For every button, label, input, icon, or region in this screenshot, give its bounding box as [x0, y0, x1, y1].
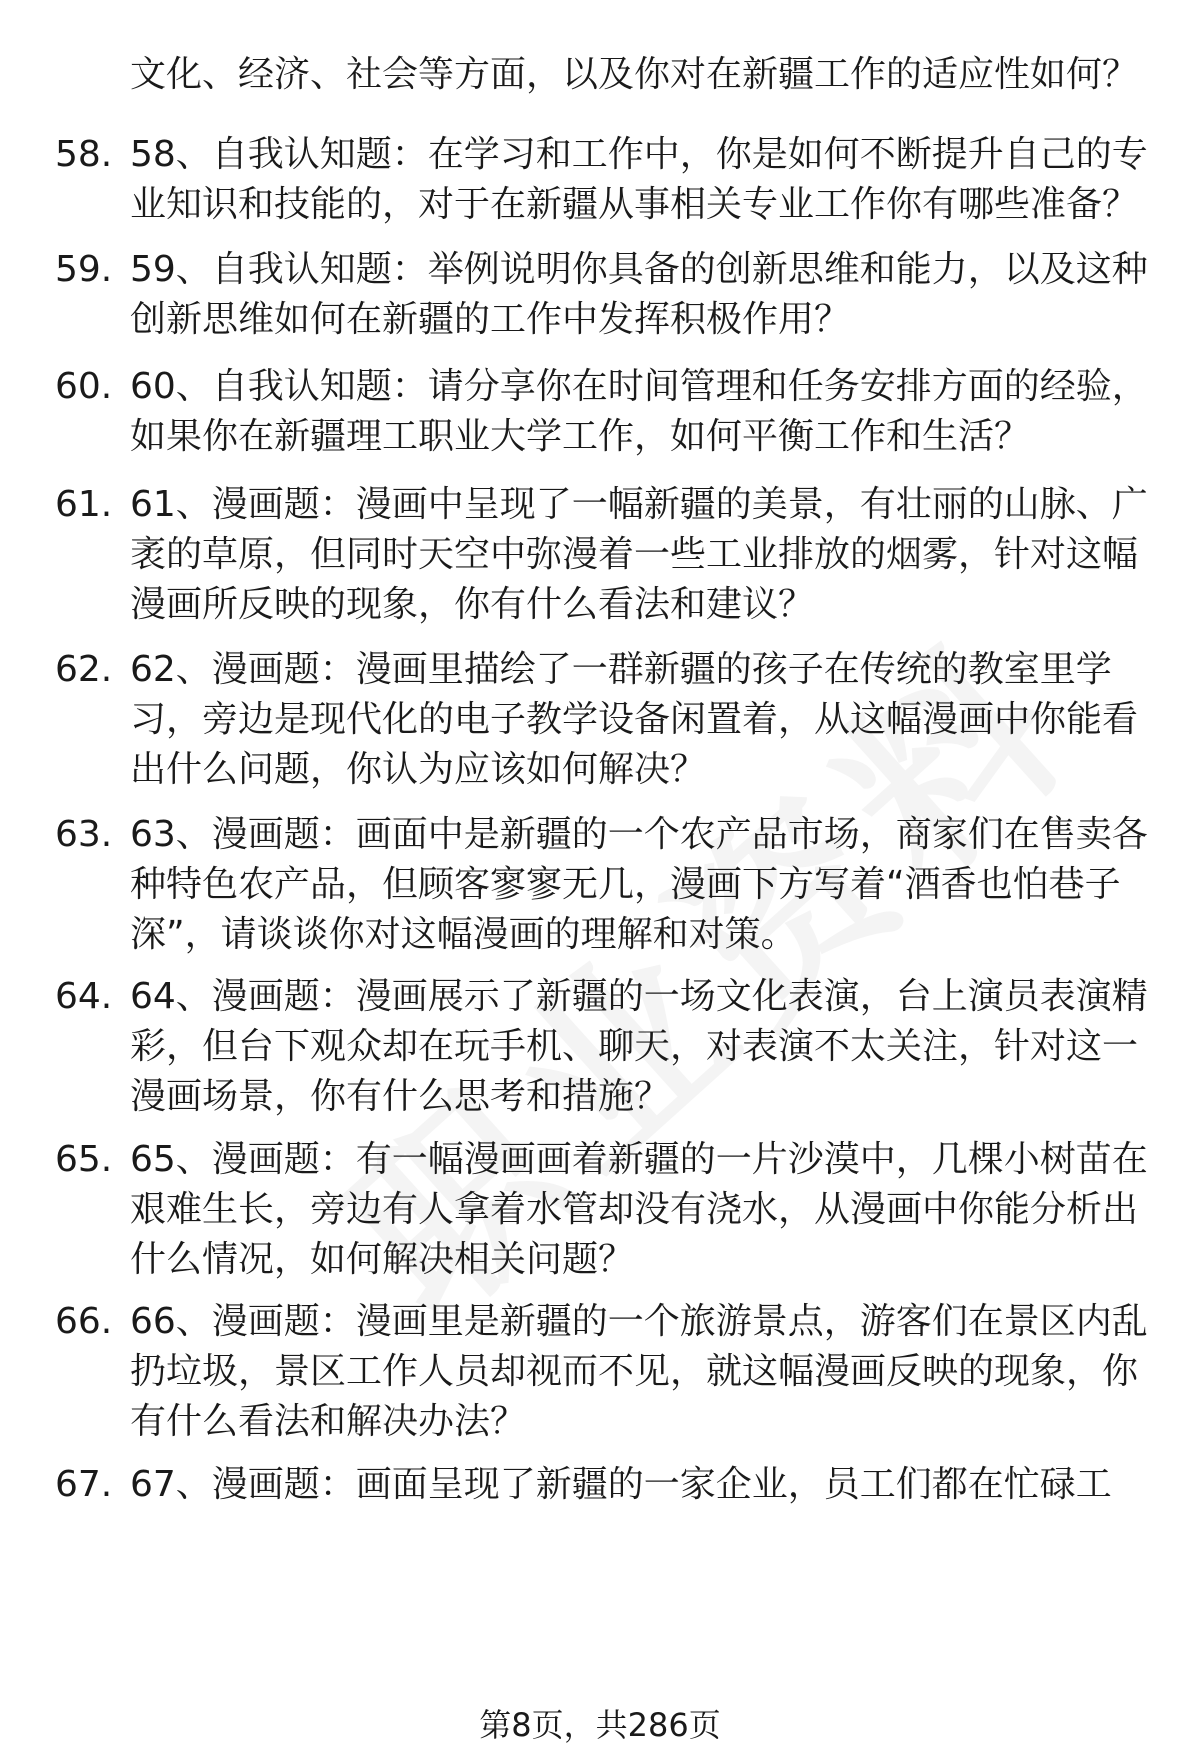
question-line: 种特色农产品，但顾客寥寥无几，漫画下方写着“酒香也怕巷子	[130, 864, 1121, 905]
question-line: 袤的草原，但同时天空中弥漫着一些工业排放的烟雾，针对这幅	[130, 534, 1139, 575]
question-line: 59、自我认知题：举例说明你具备的创新思维和能力，以及这种	[130, 249, 1148, 290]
question-line: 62、漫画题：漫画里描绘了一群新疆的孩子在传统的教室里学	[130, 649, 1112, 690]
question-line: 创新思维如何在新疆的工作中发挥积极作用？	[130, 299, 851, 340]
page-footer: 第8页，共286页	[479, 1706, 721, 1744]
question-line: 习，旁边是现代化的电子教学设备闲置着，从这幅漫画中你能看	[130, 699, 1139, 740]
question-number: 63.	[55, 814, 113, 855]
question-line: 67、漫画题：画面呈现了新疆的一家企业，员工们都在忙碌工	[130, 1464, 1112, 1505]
question-line: 58、自我认知题：在学习和工作中，你是如何不断提升自己的专	[130, 134, 1148, 175]
question-line: 扔垃圾，景区工作人员却视而不见，就这幅漫画反映的现象，你	[130, 1351, 1139, 1392]
question-line: 漫画所反映的现象，你有什么看法和建议？	[130, 584, 815, 625]
question-number: 60.	[55, 366, 113, 407]
question-line: 什么情况，如何解决相关问题？	[130, 1239, 635, 1280]
question-number: 66.	[55, 1301, 113, 1342]
question-line: 如果你在新疆理工职业大学工作，如何平衡工作和生活？	[130, 416, 1031, 457]
question-line: 深”，请谈谈你对这幅漫画的理解和对策。	[130, 914, 797, 955]
question-number: 67.	[55, 1464, 113, 1505]
question-line: 彩，但台下观众却在玩手机、聊天，对表演不太关注，针对这一	[130, 1026, 1139, 1067]
question-line: 63、漫画题：画面中是新疆的一个农产品市场，商家们在售卖各	[130, 814, 1148, 855]
question-line: 61、漫画题：漫画中呈现了一幅新疆的美景，有壮丽的山脉、广	[130, 484, 1148, 525]
question-line: 64、漫画题：漫画展示了新疆的一场文化表演，台上演员表演精	[130, 976, 1148, 1017]
question-line: 60、自我认知题：请分享你在时间管理和任务安排方面的经验，	[130, 366, 1148, 407]
question-number: 59.	[55, 249, 113, 290]
question-line: 65、漫画题：有一幅漫画画着新疆的一片沙漠中，几棵小树苗在	[130, 1139, 1148, 1180]
question-line: 出什么问题，你认为应该如何解决？	[130, 749, 707, 790]
question-line: 文化、经济、社会等方面，以及你对在新疆工作的适应性如何？	[130, 54, 1139, 95]
question-line: 有什么看法和解决办法？	[130, 1401, 527, 1442]
question-line: 艰难生长，旁边有人拿着水管却没有浇水，从漫画中你能分析出	[130, 1189, 1139, 1230]
question-number: 65.	[55, 1139, 113, 1180]
question-number: 62.	[55, 649, 113, 690]
question-number: 64.	[55, 976, 113, 1017]
question-number: 61.	[55, 484, 113, 525]
question-line: 业知识和技能的，对于在新疆从事相关专业工作你有哪些准备？	[130, 184, 1139, 225]
question-line: 漫画场景，你有什么思考和措施？	[130, 1076, 671, 1117]
question-number: 58.	[55, 134, 113, 175]
question-line: 66、漫画题：漫画里是新疆的一个旅游景点，游客们在景区内乱	[130, 1301, 1148, 1342]
